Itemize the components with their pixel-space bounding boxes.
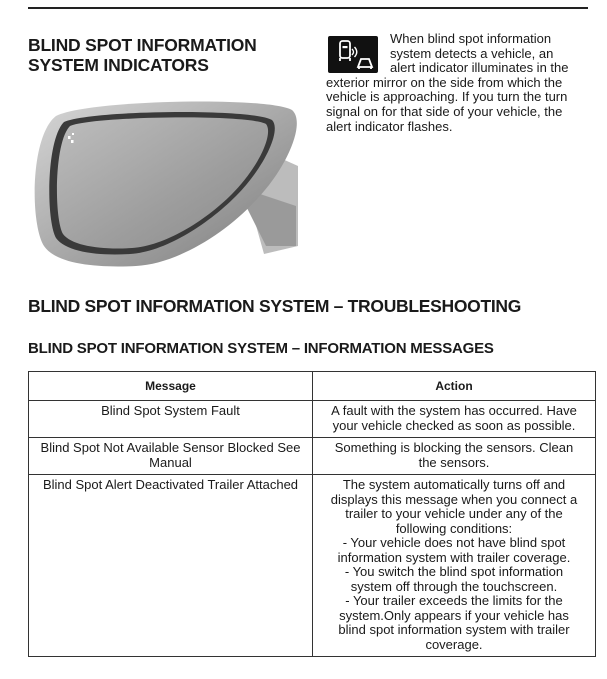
- action-cell: [313, 438, 596, 475]
- side-mirror-illustration: [26, 96, 301, 271]
- action-line: the sensors.: [418, 454, 490, 470]
- table-row: [29, 438, 596, 475]
- section-heading-troubleshooting: BLIND SPOT INFORMATION SYSTEM – TROUBLESHOOTING: [28, 296, 522, 316]
- intro-line: alert indicator flashes.: [326, 118, 453, 134]
- intro-line: system detects a vehicle, an: [390, 45, 554, 61]
- intro-line: When blind spot information: [390, 31, 552, 46]
- action-line: system off through the touchscreen.: [350, 578, 558, 594]
- message-cell: Blind Spot System Fault: [29, 401, 313, 438]
- information-messages-table: [28, 371, 596, 657]
- action-line: coverage.: [425, 636, 483, 652]
- table-row: [29, 475, 596, 657]
- action-line: The system automatically turns off and: [342, 477, 566, 492]
- intro-line: signal on for that side of your vehicle, the: [326, 103, 563, 119]
- action-line: A fault with the system has occurred. Have: [331, 403, 577, 418]
- action-line: following conditions:: [395, 520, 513, 536]
- intro-paragraph: [326, 32, 598, 134]
- action-line: Something is blocking the sensors. Clean: [334, 440, 574, 455]
- intro-line: alert indicator illuminates in the: [390, 60, 569, 76]
- action-line: trailer to your vehicle under any of the: [345, 506, 563, 521]
- table-header-row: [29, 372, 596, 401]
- action-line: blind spot information system with trailer: [338, 622, 570, 637]
- intro-line: exterior mirror on the side from which the: [326, 74, 563, 90]
- action-line: system.Only appears if your vehicle has: [339, 607, 569, 623]
- table-row: [29, 401, 596, 438]
- action-line: - Your trailer exceeds the limits for the: [345, 593, 563, 608]
- action-line: - Your vehicle does not have blind spot: [342, 535, 566, 550]
- intro-line: vehicle is approaching. If you turn the turn: [326, 89, 568, 105]
- action-line: - You switch the blind spot information: [344, 564, 564, 579]
- column-header-action: Action: [313, 372, 596, 401]
- top-rule: [28, 7, 588, 9]
- column-header-message: Message: [29, 372, 313, 401]
- action-cell: [313, 475, 596, 657]
- section-heading-information-messages: BLIND SPOT INFORMATION SYSTEM – INFORMATION MESSAGES: [28, 340, 494, 357]
- action-cell: [313, 401, 596, 438]
- action-line: your vehicle checked as soon as possible.: [332, 417, 576, 433]
- action-line: displays this message when you connect a: [330, 491, 578, 507]
- section-heading-indicators: BLIND SPOT INFORMATION SYSTEM INDICATORS: [28, 35, 257, 75]
- message-cell: Blind Spot Not Available Sensor Blocked See Manual: [29, 438, 313, 475]
- message-cell: Blind Spot Alert Deactivated Trailer Attached: [29, 475, 313, 657]
- action-line: information system with trailer coverage.: [337, 549, 571, 565]
